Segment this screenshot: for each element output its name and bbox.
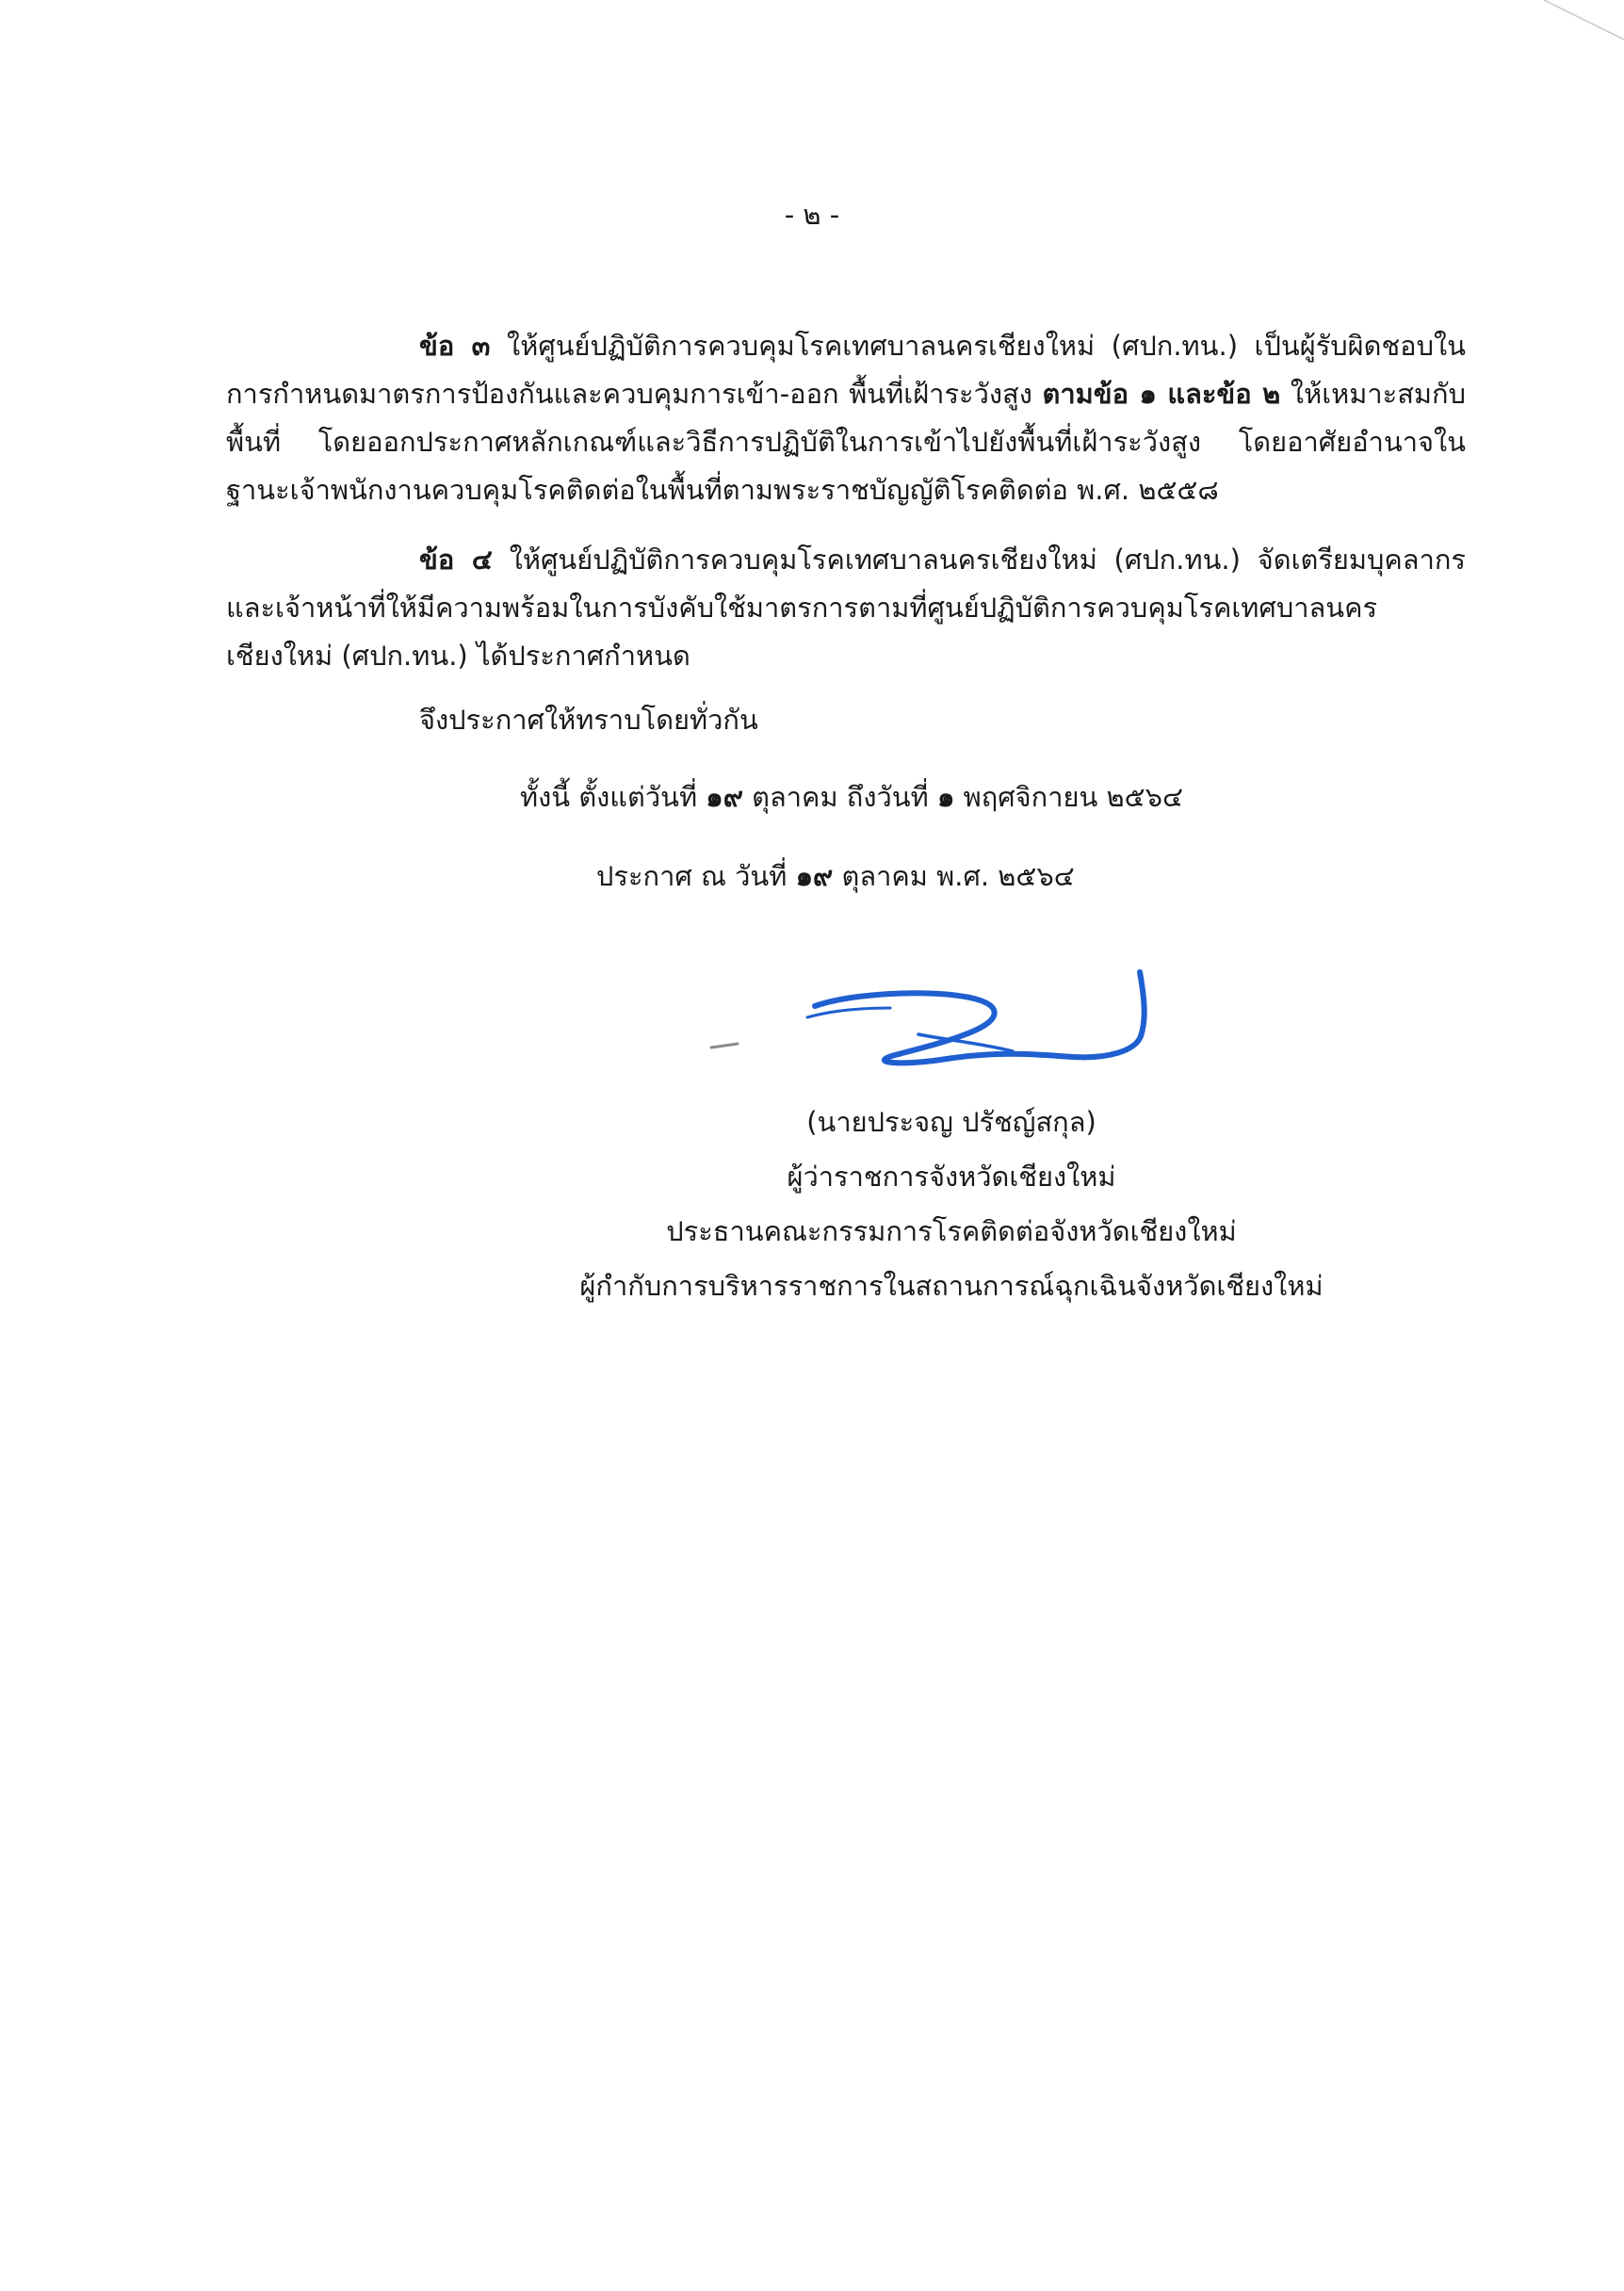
effective-prefix: ทั้งนี้ ตั้งแต่วันที่ (520, 781, 706, 813)
handwritten-signature (702, 961, 1163, 1093)
effective-end-day: ๑ (936, 781, 955, 813)
announcement-date (596, 854, 1075, 898)
clause-3-emphasis: ตามข้อ ๑ และข้อ ๒ (1042, 378, 1281, 410)
closing-statement: จึงประกาศให้ทราบโดยทั่วกัน (419, 704, 758, 736)
effective-middle: ตุลาคม ถึงวันที่ (742, 781, 937, 813)
signatory-position-1: ผู้ว่าราชการจังหวัดเชียงใหม่ (787, 1161, 1116, 1193)
clause-3-text-a: ให้ศูนย์ปฏิบัติการควบคุมโรคเทศบาลนครเชียงใหม่ (ศปก.ทน.) เป็นผู้รับผิดชอบในการกำหนดมาตรการป้องกันและควบคุมการเข้า-ออก พื้นที่เฝ้าระวังสูง (226, 330, 1466, 410)
clause-4 (226, 536, 1466, 680)
clause-3-text-b: ให้เหมาะสมกับพื้นที่ โดยออกประกาศหลักเกณฑ์และวิธีการปฏิบัติในการเข้าไปยังพื้นที่เฝ้าระวังสูง โดยอาศัยอำนาจในฐานะเจ้าพนักงานควบคุมโรคติดต่อในพื้นที่ตามพระราชบัญญัติโรคติดต่อ พ.ศ. ๒๕๕๘ (226, 378, 1466, 506)
announced-day: ๑๙ (795, 860, 834, 892)
effective-period (520, 775, 1183, 819)
clause-4-text: ให้ศูนย์ปฏิบัติการควบคุมโรคเทศบาลนครเชียงใหม่ (ศปก.ทน.) จัดเตรียมบุคลากรและเจ้าหน้าที่ให้มีความพร้อมในการบังคับใช้มาตรการตามที่ศูนย์ปฏิบัติการควบคุมโรคเทศบาลนครเชียงใหม่ (ศปก.ทน.) ได้ประกาศกำหนด (226, 544, 1466, 672)
signatory-block (528, 1095, 1375, 1313)
scan-edge-line (1454, 0, 1624, 75)
announced-prefix: ประกาศ ณ วันที่ (596, 860, 796, 892)
page-number: - ๒ - (784, 199, 840, 231)
announced-suffix: ตุลาคม พ.ศ. ๒๕๖๔ (833, 860, 1075, 892)
signatory-name: (นายประจญ ปรัชญ์สกุล) (806, 1106, 1096, 1138)
signatory-position-3: ผู้กำกับการบริหารราชการในสถานการณ์ฉุกเฉินจังหวัดเชียงใหม่ (579, 1270, 1324, 1302)
clause-3 (226, 322, 1466, 514)
clause-4-label: ข้อ ๔ (419, 544, 493, 576)
effective-start-day: ๑๙ (706, 781, 743, 813)
clause-3-label: ข้อ ๓ (419, 330, 491, 362)
effective-suffix: พฤศจิกายน ๒๕๖๔ (954, 781, 1183, 813)
signatory-position-2: ประธานคณะกรรมการโรคติดต่อจังหวัดเชียงใหม่ (666, 1215, 1237, 1247)
